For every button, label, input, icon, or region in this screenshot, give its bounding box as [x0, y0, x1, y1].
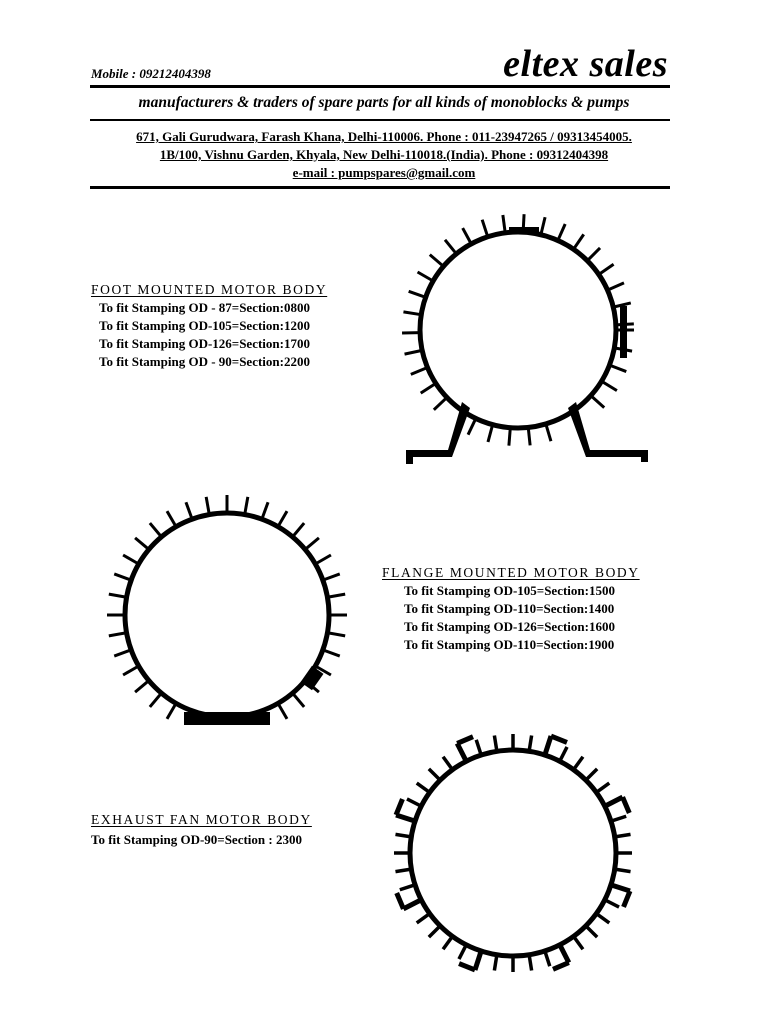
email-line: e-mail : pumpspares@gmail.com: [292, 165, 476, 180]
cooling-fin: [541, 217, 545, 235]
fin-hook: [457, 737, 473, 744]
cooling-fin: [405, 350, 423, 354]
cooling-fin: [482, 220, 488, 237]
cooling-fin: [186, 502, 192, 519]
cooling-fin: [457, 743, 466, 761]
cooling-fin: [167, 511, 176, 527]
cooling-fin: [475, 951, 481, 970]
cooling-fin: [305, 538, 319, 550]
cooling-fin: [315, 555, 331, 564]
tagline: manufacturers & traders of spare parts for all kinds of monoblocks & pumps: [138, 94, 630, 111]
foot-spec-3: To fit Stamping OD-126=Section:1700: [99, 336, 310, 351]
cooling-fin: [327, 633, 345, 636]
cooling-fin: [323, 574, 340, 580]
cooling-fin: [135, 681, 149, 693]
cooling-fin: [596, 783, 609, 792]
flange-mounted-title: FLANGE MOUNTED MOTOR BODY: [382, 565, 640, 580]
cooling-fin: [609, 365, 626, 371]
cooling-fin: [611, 816, 626, 821]
cooling-fin: [596, 914, 609, 923]
cooling-fin: [463, 228, 472, 244]
cooling-fin: [443, 936, 452, 949]
foot-spec-4: To fit Stamping OD - 90=Section:2200: [99, 354, 310, 369]
cooling-fin: [418, 272, 434, 281]
fin-hook: [623, 797, 630, 813]
cooling-fin: [429, 926, 440, 937]
cooling-fin: [150, 523, 162, 537]
cooling-fin: [417, 914, 430, 923]
cooling-fin: [150, 693, 162, 707]
cooling-fin: [591, 396, 604, 408]
cooling-fin: [123, 666, 139, 675]
cooling-fin: [608, 283, 624, 290]
flange-spec-2: To fit Stamping OD-110=Section:1400: [404, 601, 615, 616]
cooling-fin: [245, 497, 248, 515]
cooling-fin: [409, 291, 426, 297]
fin-hook: [624, 891, 630, 907]
cooling-fin: [574, 234, 584, 249]
cooling-fin: [494, 735, 497, 751]
mobile-number: Mobile : 09212404398: [91, 66, 211, 81]
foot-mounted-body-drawing: [402, 214, 648, 464]
exhaust-fan-body-drawing: [394, 734, 632, 972]
cooling-fin: [560, 747, 567, 761]
flange-spec-1: To fit Stamping OD-105=Section:1500: [404, 583, 615, 598]
cooling-fin: [459, 945, 466, 959]
cooling-fin: [443, 757, 452, 770]
cooling-fin: [560, 945, 569, 963]
exhaust-spec-1: To fit Stamping OD-90=Section : 2300: [91, 832, 302, 847]
cooling-fin: [396, 815, 415, 821]
cooling-fin: [488, 425, 493, 442]
cooling-fin: [417, 783, 430, 792]
flange-spec-3: To fit Stamping OD-126=Section:1600: [404, 619, 615, 634]
cooling-fin: [545, 951, 550, 966]
cooling-fin: [421, 383, 436, 393]
cooling-fin: [509, 428, 510, 446]
cooling-fin: [395, 869, 411, 872]
cooling-fin: [558, 224, 565, 240]
cooling-fin: [262, 502, 268, 519]
cooling-fin: [114, 650, 131, 656]
cooling-fin: [206, 497, 209, 515]
cooling-fin: [429, 769, 440, 780]
cooling-fin: [599, 264, 614, 274]
cooling-fin: [167, 703, 176, 719]
address-line-2: 1B/100, Vishnu Garden, Khyala, New Delhi-110018.(India). Phone : 09312404398: [159, 147, 609, 162]
cooling-fin: [586, 769, 597, 780]
cooling-fin: [411, 368, 428, 375]
foot-spec-1: To fit Stamping OD - 87=Section:0800: [99, 300, 310, 315]
cooling-fin: [293, 693, 305, 707]
cooling-fin: [545, 736, 551, 755]
cooling-fin: [135, 538, 149, 550]
cooling-fin: [574, 936, 583, 949]
flange-spec-4: To fit Stamping OD-110=Section:1900: [404, 637, 615, 652]
cooling-fin: [434, 397, 447, 409]
cooling-fin: [587, 248, 600, 261]
cooling-fin: [574, 757, 583, 770]
cooling-fin: [615, 869, 631, 872]
cooling-fin: [327, 594, 345, 597]
address-line-1: 671, Gali Gurudwara, Farash Khana, Delhi-110006. Phone : 011-23947265 / 09313454005.: [136, 129, 632, 144]
cooling-fin: [602, 381, 617, 390]
cooling-fin: [407, 799, 421, 806]
cooling-fin: [109, 633, 127, 636]
cooling-fin: [529, 955, 532, 971]
cooling-fin: [114, 574, 131, 580]
cooling-fin: [109, 594, 127, 597]
cooling-fin: [400, 885, 415, 890]
cooling-fin: [430, 255, 444, 267]
cooling-fin: [278, 703, 287, 719]
cooling-fin: [468, 418, 476, 434]
cooling-fin: [605, 900, 619, 907]
fin-hook: [459, 964, 475, 970]
fin-hook: [551, 736, 567, 742]
cooling-fin: [403, 312, 421, 315]
cooling-fin: [323, 650, 340, 656]
cooling-fin: [605, 797, 623, 806]
cooling-fin: [503, 215, 505, 233]
fin-hook: [553, 963, 569, 970]
cooling-fin: [611, 885, 630, 891]
cooling-fin: [586, 926, 597, 937]
fin-hook: [396, 799, 402, 815]
fin-hook: [397, 893, 404, 909]
cooling-fin: [546, 424, 551, 441]
cooling-fin: [494, 955, 497, 971]
flange-mounted-body-drawing: [107, 495, 347, 725]
brand-name: eltex sales: [503, 43, 668, 85]
cooling-fin: [395, 834, 411, 837]
cooling-fin: [615, 834, 631, 837]
cooling-fin: [445, 240, 456, 254]
cooling-fin: [293, 523, 305, 537]
cooling-fin: [476, 740, 481, 755]
cooling-fin: [529, 735, 532, 751]
cooling-fin: [528, 427, 530, 445]
cooling-fin: [278, 511, 287, 527]
cooling-fin: [403, 900, 421, 909]
foot-spec-2: To fit Stamping OD-105=Section:1200: [99, 318, 310, 333]
foot-mounted-title: FOOT MOUNTED MOTOR BODY: [91, 282, 328, 297]
cooling-fin: [123, 555, 139, 564]
exhaust-fan-title: EXHAUST FAN MOTOR BODY: [91, 812, 312, 827]
